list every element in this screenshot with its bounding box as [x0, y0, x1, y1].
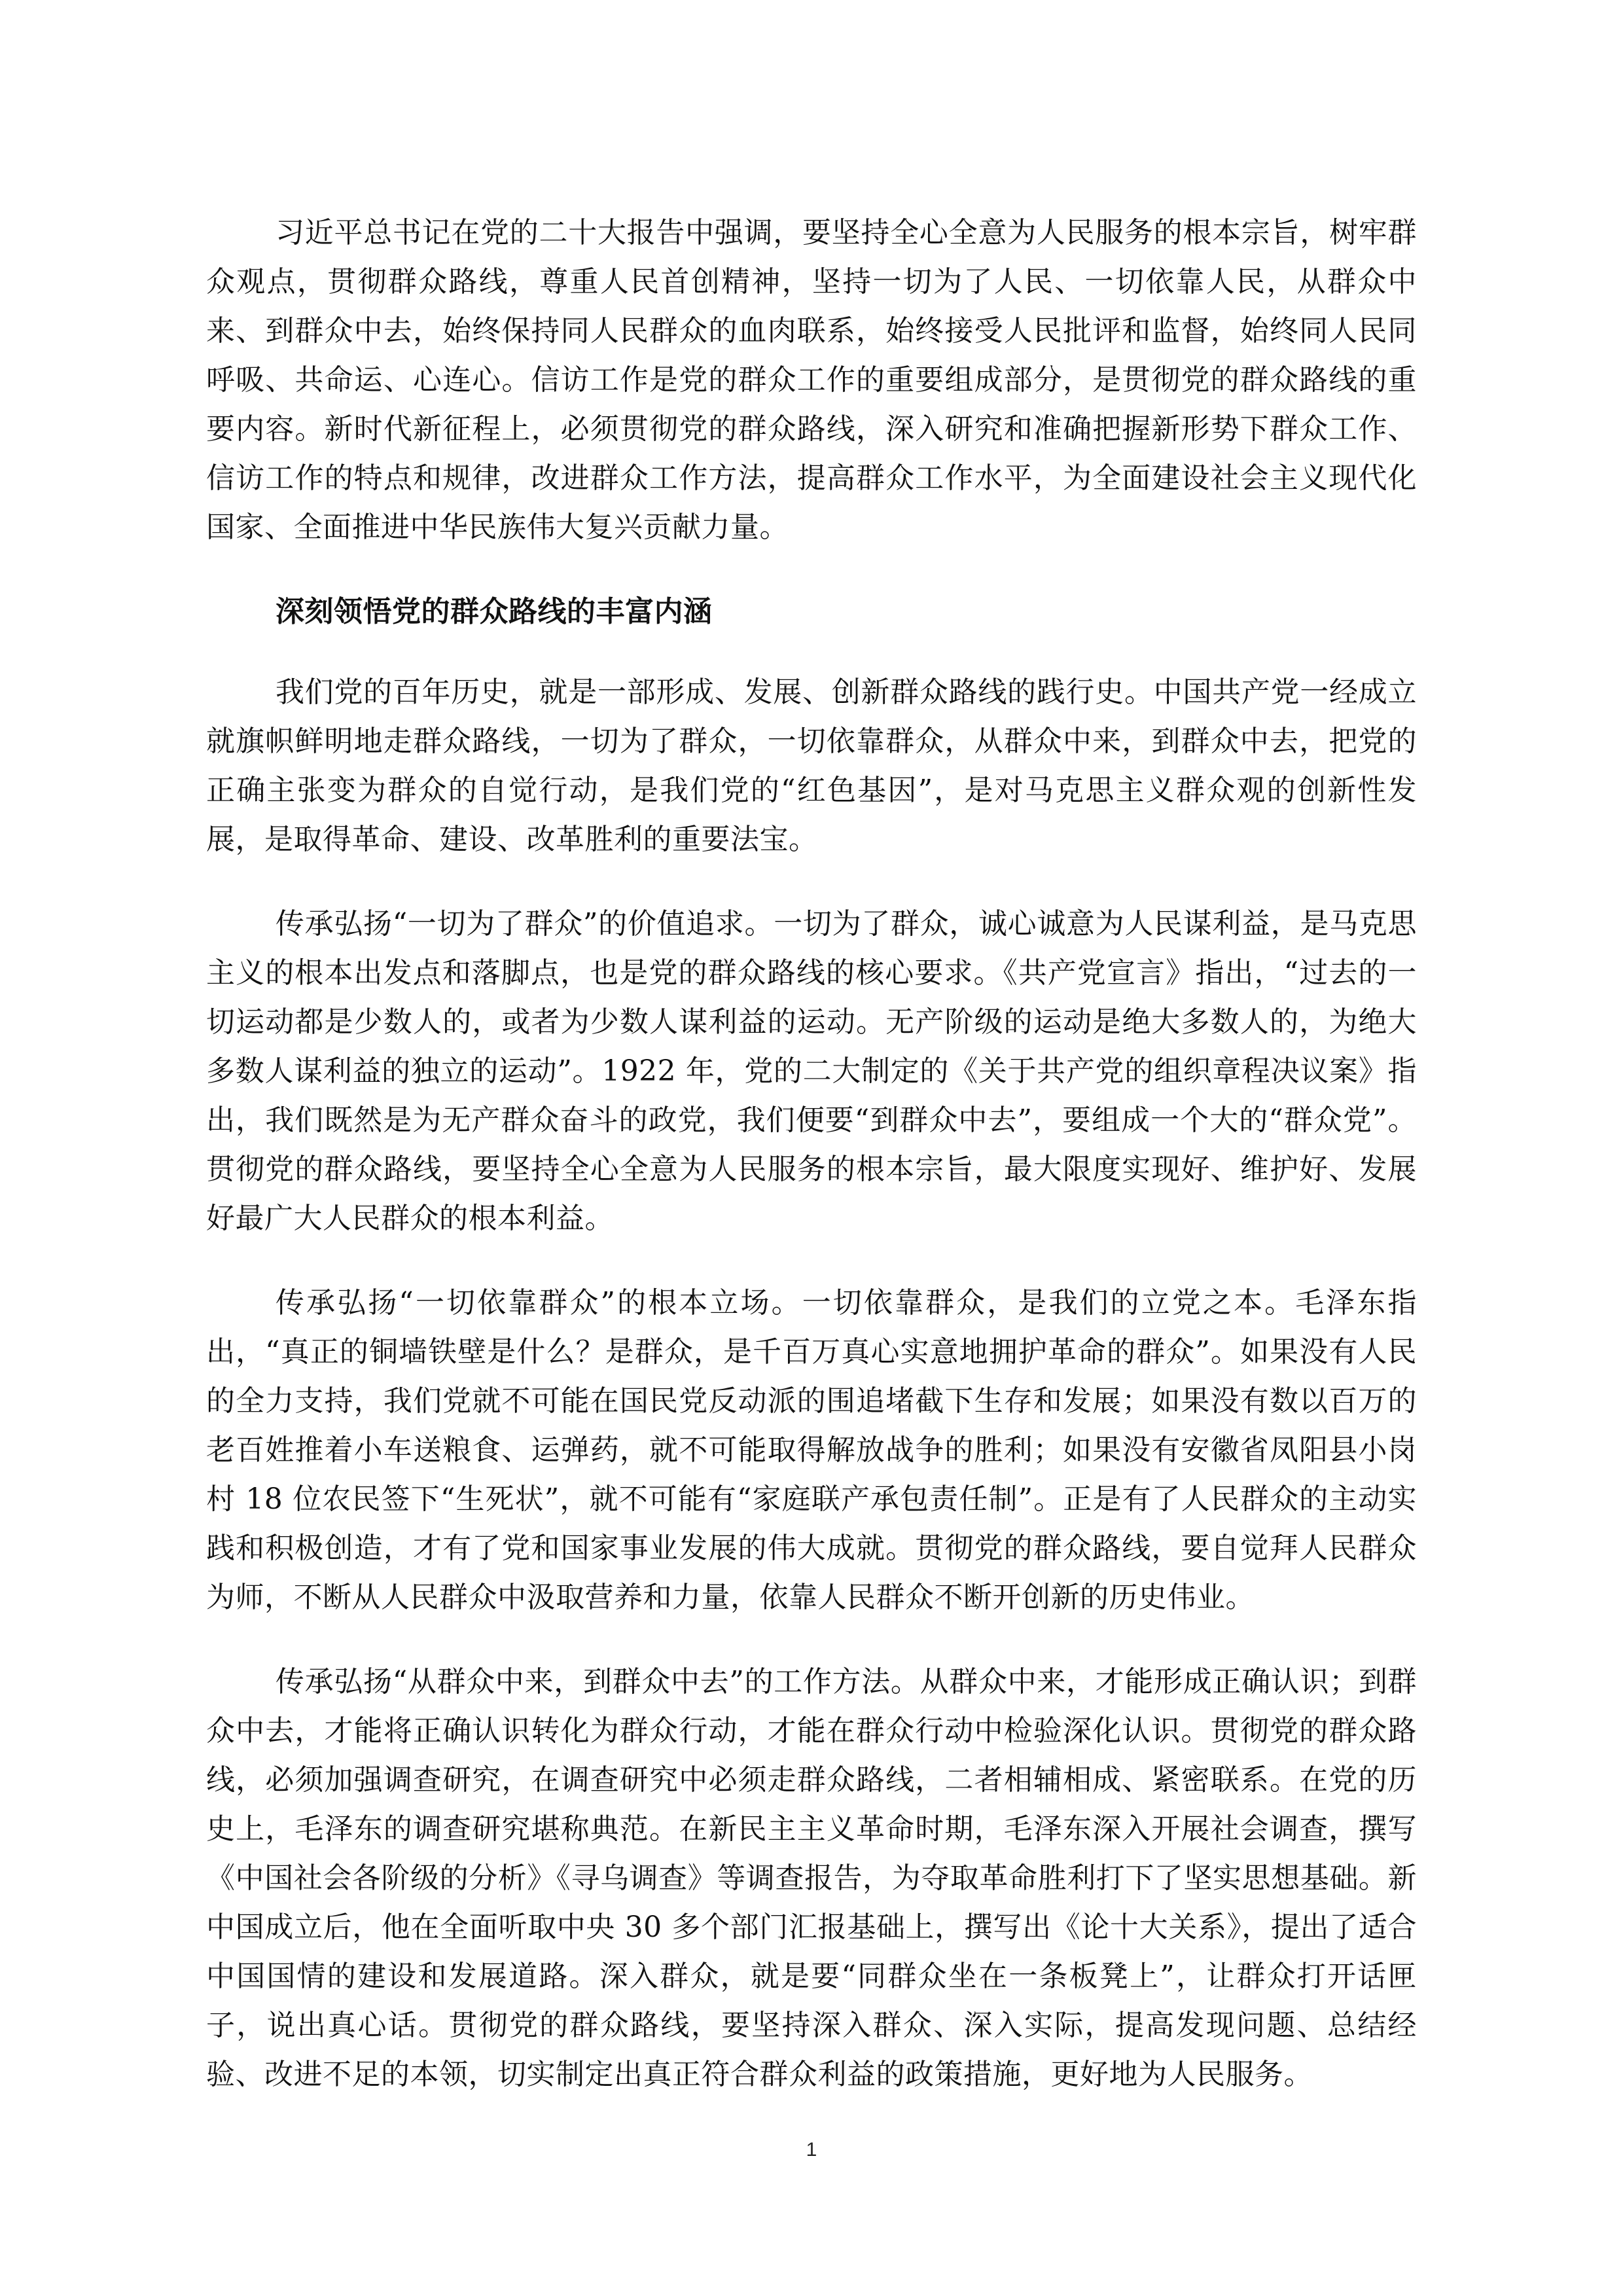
- body-paragraph-2: 传承弘扬“一切为了群众”的价值追求。一切为了群众，诚心诚意为人民谋利益，是马克思主义的根本出发点和落脚点，也是党的群众路线的核心要求。《共产党宣言》指出，“过去的一切运动都是少数人的，或者为少数人谋利益的运动。无产阶级的运动是绝大多数人的，为绝大多数人谋利益的独立的运动”。1922 年，党的二大制定的《关于共产党的组织章程决议案》指出，我们既然是为无产群众奋斗的政党，我们便要“到群众中去”，要组成一个大的“群众党”。贯彻党的群众路线，要坚持全心全意为人民服务的根本宗旨，最大限度实现好、维护好、发展好最广大人民群众的根本利益。: [206, 907, 1417, 1235]
- document-body: [206, 208, 1417, 2134]
- body-paragraph-3: 传承弘扬“一切依靠群众”的根本立场。一切依靠群众，是我们的立党之本。毛泽东指出，“真正的铜墙铁壁是什么？是群众，是千百万真心实意地拥护革命的群众”。如果没有人民的全力支持，我们党就不可能在国民党反动派的围追堵截下生存和发展；如果没有数以百万的老百姓推着小车送粮食、运弹药，就不可能取得解放战争的胜利；如果没有安徽省凤阳县小岗村 18 位农民签下“生死状”，就不可能有“家庭联产承包责任制”。正是有了人民群众的主动实践和积极创造，才有了党和国家事业发展的伟大成就。贯彻党的群众路线，要自觉拜人民群众为师，不断从人民群众中汲取营养和力量，依靠人民群众不断开创新的历史伟业。: [206, 1286, 1417, 1614]
- section-heading: 深刻领悟党的群众路线的丰富内涵: [276, 595, 713, 628]
- body-paragraph-1: 我们党的百年历史，就是一部形成、发展、创新群众路线的践行史。中国共产党一经成立就旗帜鲜明地走群众路线，一切为了群众，一切依靠群众，从群众中来，到群众中去，把党的正确主张变为群众的自觉行动，是我们党的“红色基因”，是对马克思主义群众观的创新性发展，是取得革命、建设、改革胜利的重要法宝。: [206, 675, 1417, 856]
- body-paragraph-4: 传承弘扬“从群众中来，到群众中去”的工作方法。从群众中来，才能形成正确认识；到群众中去，才能将正确认识转化为群众行动，才能在群众行动中检验深化认识。贯彻党的群众路线，必须加强调查研究，在调查研究中必须走群众路线，二者相辅相成、紧密联系。在党的历史上，毛泽东的调查研究堪称典范。在新民主主义革命时期，毛泽东深入开展社会调查，撰写《中国社会各阶级的分析》《寻乌调查》等调查报告，为夺取革命胜利打下了坚实思想基础。新中国成立后，他在全面听取中央 30 多个部门汇报基础上，撰写出《论十大关系》，提出了适合中国国情的建设和发展道路。深入群众，就是要“同群众坐在一条板凳上”，让群众打开话匣子，说出真心话。贯彻党的群众路线，要坚持深入群众、深入实际，提高发现问题、总结经验、改进不足的本领，切实制定出真正符合群众利益的政策措施，更好地为人民服务。: [206, 1665, 1417, 2091]
- intro-paragraph: 习近平总书记在党的二十大报告中强调，要坚持全心全意为人民服务的根本宗旨，树牢群众观点，贯彻群众路线，尊重人民首创精神，坚持一切为了人民、一切依靠人民，从群众中来、到群众中去，始终保持同人民群众的血肉联系，始终接受人民批评和监督，始终同人民同呼吸、共命运、心连心。信访工作是党的群众工作的重要组成部分，是贯彻党的群众路线的重要内容。新时代新征程上，必须贯彻党的群众路线，深入研究和准确把握新形势下群众工作、信访工作的特点和规律，改进群众工作方法，提高群众工作水平，为全面建设社会主义现代化国家、全面推进中华民族伟大复兴贡献力量。: [206, 216, 1417, 544]
- page-number: 1: [806, 2139, 817, 2161]
